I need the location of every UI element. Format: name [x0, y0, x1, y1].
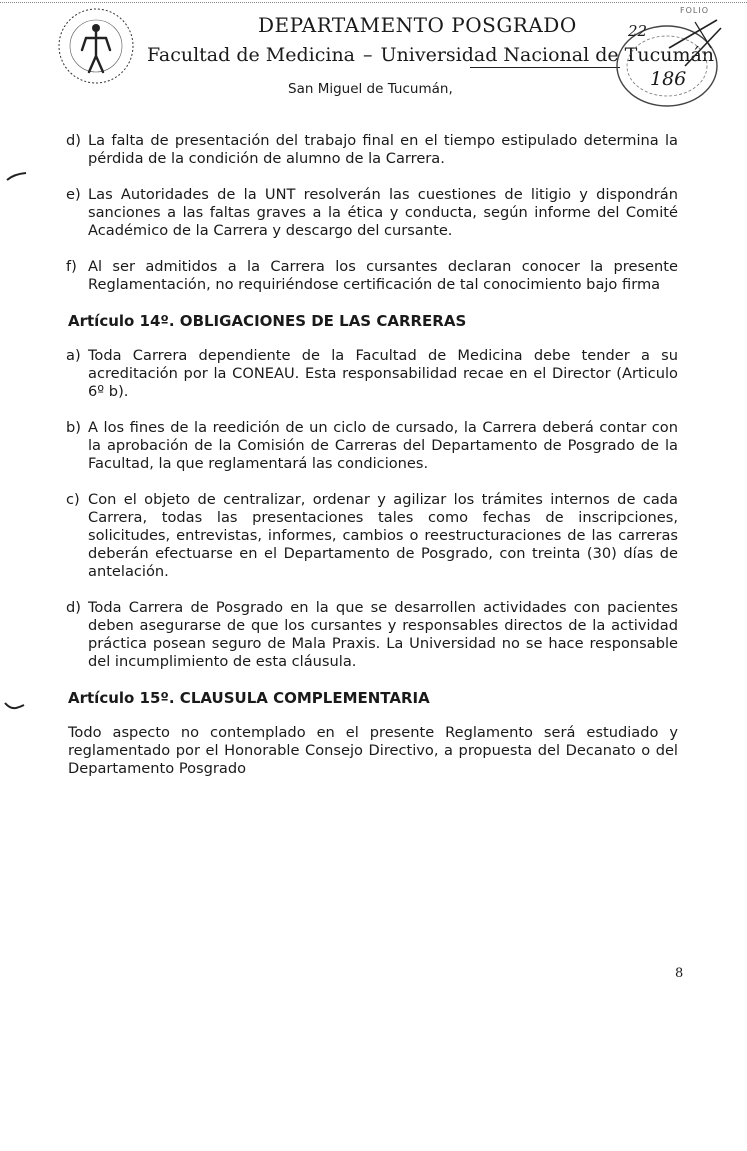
stamp-number-bottom: 186	[650, 68, 687, 90]
item-text: La falta de presentación del trabajo final en el tiempo estipulado determina la pérdida de la condición de alumno de la Carrera.	[88, 132, 678, 167]
list-item	[66, 419, 678, 473]
header-rule	[470, 67, 620, 68]
item-text: A los fines de la reedición de un ciclo de cursado, la Carrera deberá contar con la aprobación de la Comisión de Carreras del Departamento de Posgrado de la Facultad, la que reglamentará las condiciones.	[88, 419, 678, 472]
item-text: Con el objeto de centralizar, ordenar y agilizar los trámites internos de cada Carrera, todas las presentaciones tales como fechas de inscripciones, solicitudes, entrevistas, informes, cambios o reestructuraciones de las carreras deberán efectuarse en el Departamento de Posgrado, con treinta (30) días de antelación.	[88, 491, 678, 580]
university-seal-logo	[56, 6, 136, 86]
article-14-heading: Artículo 14º. OBLIGACIONES DE LAS CARRERAS	[68, 312, 467, 330]
document-body	[66, 132, 678, 778]
article-15-paragraph: Todo aspecto no contemplado en el presente Reglamento será estudiado y reglamentado por el Honorable Consejo Directivo, a propuesta del Decanato o del Departamento Posgrado	[68, 724, 678, 777]
list-item	[66, 186, 678, 240]
item-text: Las Autoridades de la UNT resolverán las cuestiones de litigio y dispondrán sanciones a las faltas graves a la ética y conducta, según informe del Comité Académico de la Carrera y descargo del cursante.	[88, 186, 678, 239]
list-item	[66, 132, 678, 168]
list-item	[66, 599, 678, 671]
item-marker: c)	[66, 491, 80, 508]
faculty-name: Facultad de Medicina	[147, 44, 356, 66]
item-marker: a)	[66, 347, 81, 364]
article-15-heading: Artículo 15º. CLAUSULA COMPLEMENTARIA	[68, 689, 430, 707]
list-item	[66, 258, 678, 294]
item-marker: d)	[66, 132, 81, 149]
stamp-label: FOLIO	[680, 6, 710, 15]
item-marker: d)	[66, 599, 81, 616]
item-marker: f)	[66, 258, 77, 275]
faculty-separator: –	[363, 44, 373, 66]
margin-mark-icon	[4, 700, 26, 714]
list-item	[66, 347, 678, 401]
item-text: Toda Carrera de Posgrado en la que se desarrollen actividades con pacientes deben asegurarse de que los cursantes y responsables directos de la actividad práctica posean seguro de Mala Praxis. La Universidad no se hace responsable del incumplimiento de esta cláusula.	[88, 599, 678, 670]
article-14-list	[66, 347, 678, 671]
item-text: Al ser admitidos a la Carrera los cursantes declaran conocer la presente Reglamentación, no requiriéndose certificación de tal conocimiento bajo firma	[88, 258, 678, 293]
university-name: Universidad Nacional de Tucumán	[380, 44, 715, 66]
margin-mark-icon	[6, 170, 28, 184]
city-line: San Miguel de Tucumán,	[288, 81, 453, 97]
page-number: 8	[675, 966, 684, 981]
intro-list	[66, 132, 678, 294]
department-title: DEPARTAMENTO POSGRADO	[258, 13, 577, 37]
item-marker: b)	[66, 419, 81, 436]
item-text: Toda Carrera dependiente de la Facultad de Medicina debe tender a su acreditación por la CONEAU. Esta responsabilidad recae en el Director (Articulo 6º b).	[88, 347, 678, 400]
list-item	[66, 491, 678, 581]
item-marker: e)	[66, 186, 81, 203]
top-border	[0, 2, 747, 3]
stamp-number-top: 22	[628, 22, 648, 40]
folio-stamp	[605, 18, 723, 108]
